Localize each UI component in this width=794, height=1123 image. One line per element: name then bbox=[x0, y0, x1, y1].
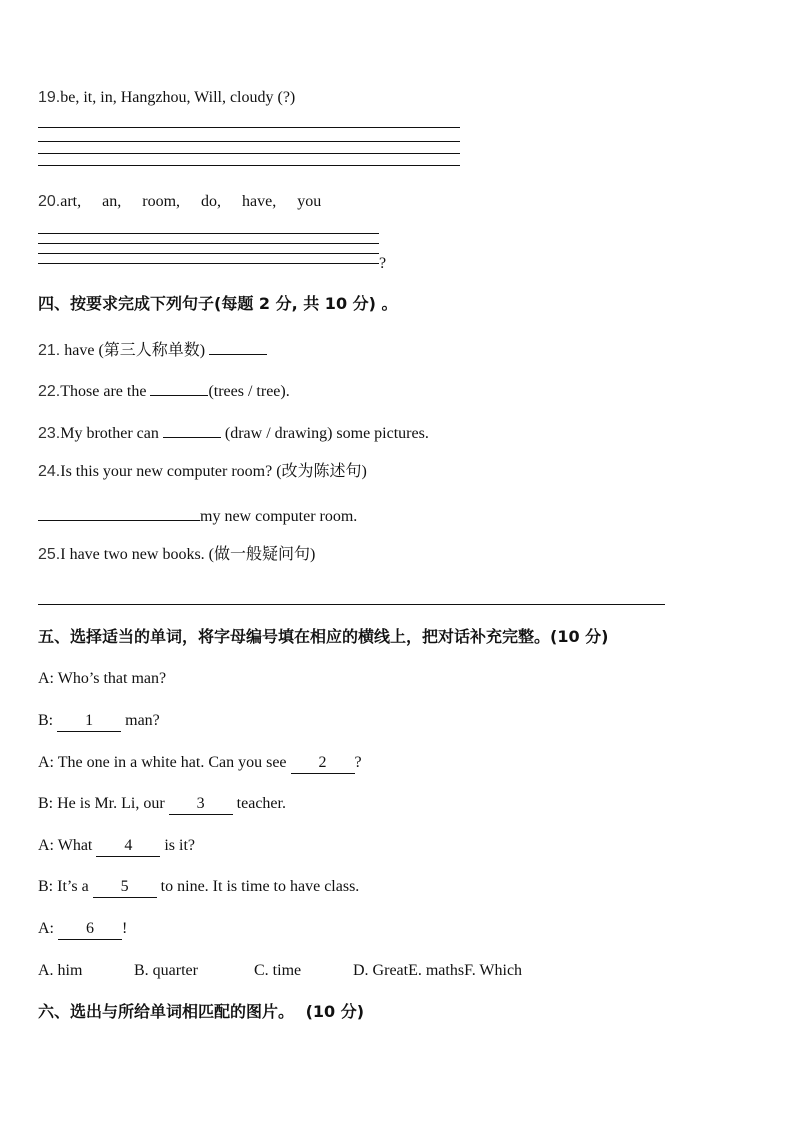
question-number: 22. bbox=[38, 383, 61, 400]
speaker: A: bbox=[38, 670, 54, 687]
blank-number[interactable]: 1 bbox=[57, 711, 121, 732]
answer-line bbox=[38, 165, 460, 166]
dialogue-line bbox=[38, 919, 127, 940]
word: you bbox=[297, 193, 322, 210]
answer-line bbox=[38, 253, 379, 254]
answer-line bbox=[38, 263, 379, 264]
answer-line bbox=[38, 243, 379, 244]
word: do, bbox=[201, 193, 222, 210]
question-25 bbox=[38, 545, 315, 565]
question-19 bbox=[38, 88, 295, 108]
dialogue-text: ! bbox=[122, 920, 128, 937]
question-number: 24. bbox=[38, 463, 61, 480]
answer-blank[interactable] bbox=[150, 378, 208, 396]
dialogue-text: is it? bbox=[160, 837, 196, 854]
speaker: A: bbox=[38, 754, 54, 771]
question-23 bbox=[38, 420, 429, 444]
question-text: have (第三人称单数) bbox=[60, 342, 206, 359]
answer-line[interactable] bbox=[38, 604, 665, 605]
question-number: 25. bbox=[38, 546, 61, 563]
blank-number[interactable]: 3 bbox=[169, 794, 233, 815]
question-number: 21. bbox=[38, 342, 61, 359]
dialogue-text: to nine. It is time to have class. bbox=[156, 878, 360, 895]
option-c: C. time bbox=[254, 962, 302, 979]
answer-line bbox=[38, 141, 460, 142]
speaker: B: bbox=[38, 878, 54, 895]
question-text: (draw / drawing) some pictures. bbox=[220, 425, 429, 442]
question-number: 20. bbox=[38, 193, 61, 210]
blank-number[interactable]: 6 bbox=[58, 919, 122, 940]
answer-blank[interactable] bbox=[38, 503, 200, 521]
dialogue-line bbox=[38, 753, 362, 774]
word: room, bbox=[142, 193, 181, 210]
dialogue-line bbox=[38, 794, 286, 815]
question-mark: ? bbox=[379, 255, 387, 272]
dialogue-text: Who’s that man? bbox=[54, 670, 167, 687]
dialogue-text: man? bbox=[121, 712, 160, 729]
question-24 bbox=[38, 462, 367, 482]
section-5-heading: 五、选择适当的单词，将字母编号填在相应的横线上，把对话补充完整。(10 分) bbox=[38, 627, 609, 646]
question-24-answer bbox=[38, 503, 357, 527]
word: an, bbox=[102, 193, 122, 210]
question-21 bbox=[38, 337, 267, 361]
dialogue-text: He is Mr. Li, our bbox=[53, 795, 169, 812]
speaker: A: bbox=[38, 920, 54, 937]
dialogue-text: ? bbox=[354, 754, 362, 771]
question-text: Is this your new computer room? (改为陈述句) bbox=[60, 463, 367, 480]
answer-blank[interactable] bbox=[209, 337, 267, 355]
blank-number[interactable]: 5 bbox=[93, 877, 157, 898]
dialogue-line bbox=[38, 877, 359, 898]
section-6-heading bbox=[38, 1002, 364, 1022]
dialogue-text: teacher. bbox=[232, 795, 286, 812]
question-20 bbox=[38, 192, 321, 212]
question-number: 19. bbox=[38, 89, 61, 106]
dialogue-line bbox=[38, 836, 195, 857]
answer-blank[interactable] bbox=[163, 420, 221, 438]
answer-suffix: my new computer room. bbox=[200, 508, 358, 525]
word: art, bbox=[60, 193, 82, 210]
blank-number[interactable]: 4 bbox=[96, 836, 160, 857]
question-22 bbox=[38, 378, 290, 402]
blank-number[interactable]: 2 bbox=[291, 753, 355, 774]
dialogue-text: What bbox=[54, 837, 97, 854]
question-text: My brother can bbox=[60, 425, 163, 442]
speaker: A: bbox=[38, 837, 54, 854]
question-text: be, it, in, Hangzhou, Will, cloudy (?) bbox=[60, 89, 296, 106]
question-text: I have two new books. (做一般疑问句) bbox=[60, 546, 316, 563]
section-6-points: (10 分) bbox=[305, 1002, 365, 1021]
dialogue-text: The one in a white hat. Can you see bbox=[54, 754, 291, 771]
speaker: B: bbox=[38, 795, 54, 812]
option-d-e-f: D. GreatE. mathsF. Which bbox=[353, 962, 523, 979]
question-text: Those are the bbox=[60, 383, 151, 400]
section-4-heading: 四、按要求完成下列句子(每题 2 分, 共 10 分) 。 bbox=[38, 294, 398, 313]
answer-line bbox=[38, 153, 460, 154]
dialogue-text: It’s a bbox=[53, 878, 93, 895]
speaker: B: bbox=[38, 712, 54, 729]
word: have, bbox=[242, 193, 277, 210]
section-6-title: 六、选出与所给单词相匹配的图片。 bbox=[38, 1002, 295, 1021]
question-text: (trees / tree). bbox=[208, 383, 290, 400]
option-b: B. quarter bbox=[134, 962, 198, 979]
dialogue-line bbox=[38, 711, 160, 732]
dialogue-line bbox=[38, 669, 166, 689]
answer-line bbox=[38, 233, 379, 234]
answer-line bbox=[38, 127, 460, 128]
option-a: A. him bbox=[38, 962, 83, 979]
question-number: 23. bbox=[38, 425, 61, 442]
